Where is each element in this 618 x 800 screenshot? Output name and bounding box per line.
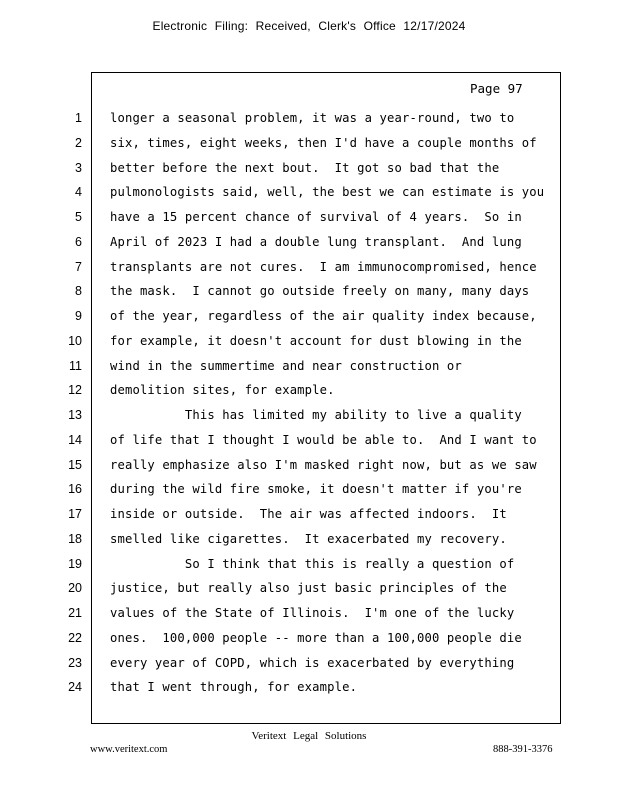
line-number: 18 [68, 531, 82, 546]
footer-company: Veritext Legal Solutions [251, 730, 367, 742]
line-number: 14 [68, 432, 82, 447]
transcript-line: This has limited my ability to live a quality [110, 408, 522, 422]
transcript-line: wind in the summertime and near construction or [110, 358, 462, 373]
line-number: 3 [75, 160, 82, 175]
line-number: 19 [68, 556, 82, 571]
filing-stamp-header: Electronic Filing: Received, Clerk's Office 12/17/2024 [152, 19, 466, 33]
line-number: 4 [75, 185, 82, 200]
transcript-line: smelled like cigarettes. It exacerbated my recovery. [110, 531, 507, 546]
transcript-line: transplants are not cures. I am immunocompromised, hence [110, 259, 537, 274]
transcript-line: demolition sites, for example. [110, 383, 335, 398]
transcript-line: justice, but really also just basic principles of the [110, 581, 507, 596]
line-number: 2 [75, 135, 82, 150]
transcript-line: for example, it doesn't account for dust blowing in the [110, 333, 522, 348]
transcript-line: values of the State of Illinois. I'm one of the lucky [110, 606, 515, 620]
footer-phone: 888-391-3376 [493, 744, 553, 755]
transcript-line: that I went through, for example. [110, 680, 358, 695]
transcript-line: So I think that this is really a question of [110, 556, 515, 571]
line-number: 24 [68, 680, 82, 695]
line-number: 15 [68, 457, 82, 472]
transcript-line: inside or outside. The air was affected indoors. It [110, 507, 507, 521]
line-number: 6 [75, 234, 82, 249]
line-number: 21 [68, 606, 82, 620]
line-number: 11 [69, 358, 82, 373]
transcript-line: of the year, regardless of the air quality index because, [110, 309, 537, 323]
transcript-line: during the wild fire smoke, it doesn't matter if you're [110, 482, 522, 497]
line-number: 5 [75, 210, 82, 224]
line-number: 13 [68, 408, 82, 422]
footer-website: www.veritext.com [90, 744, 168, 755]
line-number: 9 [75, 309, 82, 323]
transcript-line: of life that I thought I would be able to. And I want to [110, 432, 537, 447]
line-number: 22 [68, 630, 82, 645]
transcript-line: longer a seasonal problem, it was a year-round, two to [110, 111, 515, 125]
line-number: 7 [75, 259, 82, 274]
line-number: 8 [75, 284, 82, 299]
line-number: 10 [68, 333, 82, 348]
transcript-line: April of 2023 I had a double lung transplant. And lung [110, 234, 522, 249]
transcript-line: pulmonologists said, well, the best we can estimate is you [110, 185, 545, 200]
line-number: 20 [68, 581, 82, 596]
line-number: 17 [68, 507, 82, 521]
transcript-line: ones. 100,000 people -- more than a 100,000 people die [110, 630, 522, 645]
transcript-line: six, times, eight weeks, then I'd have a couple months of [110, 135, 537, 150]
transcript-line: better before the next bout. It got so bad that the [110, 160, 500, 175]
transcript-line: the mask. I cannot go outside freely on many, many days [110, 284, 530, 299]
transcript-line: every year of COPD, which is exacerbated by everything [110, 655, 515, 670]
page-number: Page 97 [470, 81, 523, 96]
transcript-line: have a 15 percent chance of survival of 4 years. So in [110, 210, 522, 224]
transcript-line: really emphasize also I'm masked right now, but as we saw [110, 457, 537, 472]
line-number: 16 [68, 482, 82, 497]
line-number: 12 [68, 383, 82, 398]
line-number: 1 [75, 111, 82, 125]
line-number: 23 [68, 655, 82, 670]
